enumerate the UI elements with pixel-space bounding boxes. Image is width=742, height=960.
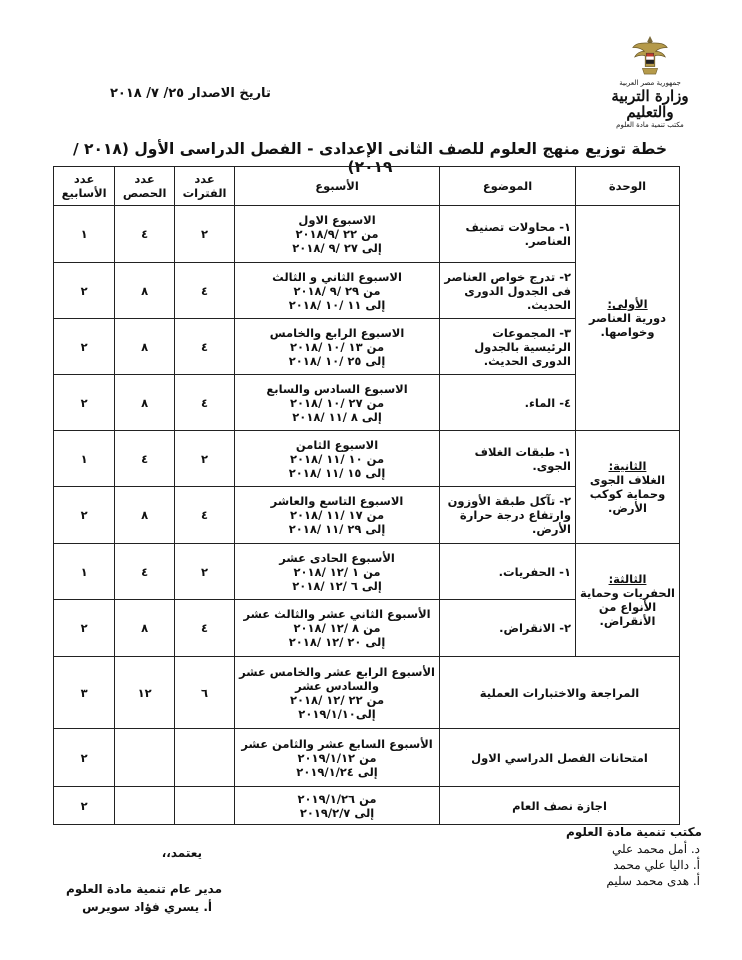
weeks-cell: ٢ (54, 319, 115, 375)
week-label: الأسبوع السابع عشر والثامن عشر (241, 736, 433, 751)
topic-cell: ٢- تآكل طبقة الأوزون وارتفاع درجة حرارة الأرض. (440, 487, 576, 544)
week-cell (235, 431, 440, 487)
week-to: إلى ١١ /١٠ /٢٠١٨ (288, 297, 386, 312)
periods-cell: ٤ (174, 319, 234, 375)
week-label: الأسبوع الحادى عشر (279, 550, 395, 565)
week-cell (235, 206, 440, 263)
week-to: إلى ٨ /١١ /٢٠١٨ (292, 409, 382, 424)
week-to: إلى٢٠١٩/١/١٠ (298, 706, 376, 721)
week-to: إلى ٦ /١٢ /٢٠١٨ (292, 578, 382, 593)
logo-office-text: مكتب تنمية مادة العلوم (616, 121, 684, 129)
unit-name: الغلاف الجوى وحماية كوكب الأرض. (589, 473, 666, 515)
week-from: من ١ /١٢ /٢٠١٨ (293, 564, 381, 579)
classes-cell (115, 729, 175, 787)
classes-cell (115, 787, 175, 825)
topic-cell: ١- الحفريات. (440, 544, 576, 600)
classes-cell: ٨ (115, 319, 175, 375)
ministry-logo (600, 34, 700, 129)
member-name: د. أمل محمد علي (612, 842, 700, 856)
weeks-cell: ١ (54, 544, 115, 600)
week-label: الاسبوع الثامن (295, 437, 379, 452)
approval-text: يعتمد،، (161, 846, 202, 860)
periods-cell: ٦ (174, 657, 234, 729)
header-topic: الموضوع (440, 167, 576, 206)
week-cell (235, 787, 440, 825)
weeks-cell: ٢ (54, 263, 115, 319)
logo-ministry-text: وزارة التربية والتعليم (611, 87, 689, 121)
week-cell (235, 375, 440, 431)
classes-cell: ٨ (115, 375, 175, 431)
weeks-cell: ٣ (54, 657, 115, 729)
periods-cell (174, 787, 234, 825)
week-to: إلى ٢٧ /٩ /٢٠١٨ (292, 241, 382, 255)
week-label: الاسبوع السادس والسابع (266, 381, 408, 396)
week-from: من ٢٠١٩/١/١٢ (297, 750, 377, 765)
classes-cell: ٨ (115, 600, 175, 657)
periods-cell: ٢ (174, 206, 234, 263)
header-weeks: عدد الأسابيع (54, 167, 115, 206)
header-periods: عدد الفترات (174, 167, 234, 206)
plan-title: خطة توزيع منهج العلوم للصف الثانى الإعدادى - الفصل الدراسى الأول (٢٠١٨ / ٢٠١٩) (72, 140, 668, 176)
week-label-cont: والسادس عشر (295, 678, 379, 693)
week-to: إلى ٢٠١٩/١/٢٤ (296, 764, 378, 779)
office-signatures (502, 825, 702, 888)
periods-cell: ٢ (174, 544, 234, 600)
week-label: الأسبوع الثاني عشر والثالث عشر (243, 607, 431, 621)
weeks-cell: ٢ (54, 787, 115, 825)
table-row (54, 206, 680, 263)
topic-cell: ١- طبقات الغلاف الجوى. (440, 431, 576, 487)
week-from: من ٢٩ /٩ /٢٠١٨ (293, 283, 381, 298)
week-from: من ١٧ /١١ /٢٠١٨ (289, 508, 385, 522)
classes-cell: ٨ (115, 263, 175, 319)
week-from: من ٢٢ /٢٠١٨/٩ (295, 227, 379, 241)
periods-cell: ٢ (174, 431, 234, 487)
office-title: مكتب تنمية مادة العلوم (566, 825, 702, 839)
topic-cell: ٢- الانقراض. (440, 600, 576, 657)
week-from: من ١٠ /١١ /٢٠١٨ (289, 451, 385, 466)
unit-cell (576, 431, 680, 544)
week-to: إلى ٢٠ /١٢ /٢٠١٨ (288, 635, 386, 649)
week-cell (235, 544, 440, 600)
week-from: من ١٣ /١٠ /٢٠١٨ (289, 339, 385, 354)
week-to: إلى ٢٩ /١١ /٢٠١٨ (288, 522, 386, 536)
periods-cell (174, 729, 234, 787)
week-label: الاسبوع الثاني و الثالث (272, 269, 402, 284)
week-cell (235, 487, 440, 544)
director-name: أ. يسري فؤاد سويرس (82, 900, 212, 914)
week-label: الاسبوع الاول (298, 213, 376, 227)
unit-title: الثانية: (608, 459, 647, 473)
unit-name: الحفريات وحماية الأنواع من الأنقراض. (580, 586, 675, 628)
table-row (54, 729, 680, 787)
director-role: مدير عام تنمية مادة العلوم (66, 882, 222, 896)
header-week: الأسبوع (235, 167, 440, 206)
periods-cell: ٤ (174, 487, 234, 544)
periods-cell: ٤ (174, 375, 234, 431)
unit-cell (576, 544, 680, 657)
week-to: إلى ٢٠١٩/٢/٧ (299, 805, 375, 820)
header-classes: عدد الحصص (115, 167, 175, 206)
week-cell (235, 263, 440, 319)
week-label: الأسبوع الرابع عشر والخامس عشر (239, 664, 435, 679)
unit-title: الأولى: (607, 297, 648, 311)
week-from: من ٢٠١٩/١/٢٦ (297, 791, 377, 806)
week-from: من ٢٢ /١٢ /٢٠١٨ (289, 692, 385, 707)
classes-cell: ١٢ (115, 657, 175, 729)
unit-title: الثالثة: (608, 572, 647, 586)
classes-cell: ٤ (115, 206, 175, 263)
week-to: إلى ٢٥ /١٠ /٢٠١٨ (288, 353, 386, 368)
logo-country-text: جمهورية مصر العربية (619, 79, 681, 87)
week-from: من ٨ /١٢ /٢٠١٨ (293, 621, 381, 635)
member-name: أ. داليا علي محمد (613, 858, 700, 872)
exams-label: امتحانات الفصل الدراسي الاول (440, 729, 680, 787)
member-name: أ. هدى محمد سليم (606, 874, 700, 888)
classes-cell: ٤ (115, 431, 175, 487)
table-row (54, 657, 680, 729)
periods-cell: ٤ (174, 263, 234, 319)
distribution-table (53, 166, 680, 825)
table-row (54, 431, 680, 487)
header-unit: الوحدة (576, 167, 680, 206)
weeks-cell: ٢ (54, 729, 115, 787)
periods-cell: ٤ (174, 600, 234, 657)
topic-cell: ٤- الماء. (440, 375, 576, 431)
classes-cell: ٨ (115, 487, 175, 544)
topic-cell: ١- محاولات تصنيف العناصر. (440, 206, 576, 263)
week-cell (235, 657, 440, 729)
classes-cell: ٤ (115, 544, 175, 600)
week-cell (235, 729, 440, 787)
week-label: الاسبوع الرابع والخامس (269, 325, 405, 340)
week-cell (235, 600, 440, 657)
weeks-cell: ١ (54, 206, 115, 263)
weeks-cell: ١ (54, 431, 115, 487)
week-to: إلى ١٥ /١١ /٢٠١٨ (288, 465, 386, 480)
topic-cell: ٢- تدرج خواص العناصر فى الجدول الدورى الحديث. (440, 263, 576, 319)
table-header-row (54, 167, 680, 206)
week-label: الاسبوع التاسع والعاشر (270, 494, 404, 508)
unit-cell (576, 206, 680, 431)
weeks-cell: ٢ (54, 375, 115, 431)
table-row (54, 544, 680, 600)
week-cell (235, 319, 440, 375)
issue-date: تاريخ الاصدار ٢٥/ ٧/ ٢٠١٨ (110, 86, 271, 101)
week-from: من ٢٧ /١٠ /٢٠١٨ (289, 395, 385, 410)
weeks-cell: ٢ (54, 487, 115, 544)
review-label: المراجعة والاختبارات العملية (440, 657, 680, 729)
table-row (54, 787, 680, 825)
eagle-emblem-icon (631, 34, 669, 78)
vacation-label: اجازة نصف العام (440, 787, 680, 825)
unit-name: دورية العناصر وخواصها. (589, 311, 666, 339)
weeks-cell: ٢ (54, 600, 115, 657)
topic-cell: ٣- المجموعات الرئيسية بالجدول الدورى الحديث. (440, 319, 576, 375)
